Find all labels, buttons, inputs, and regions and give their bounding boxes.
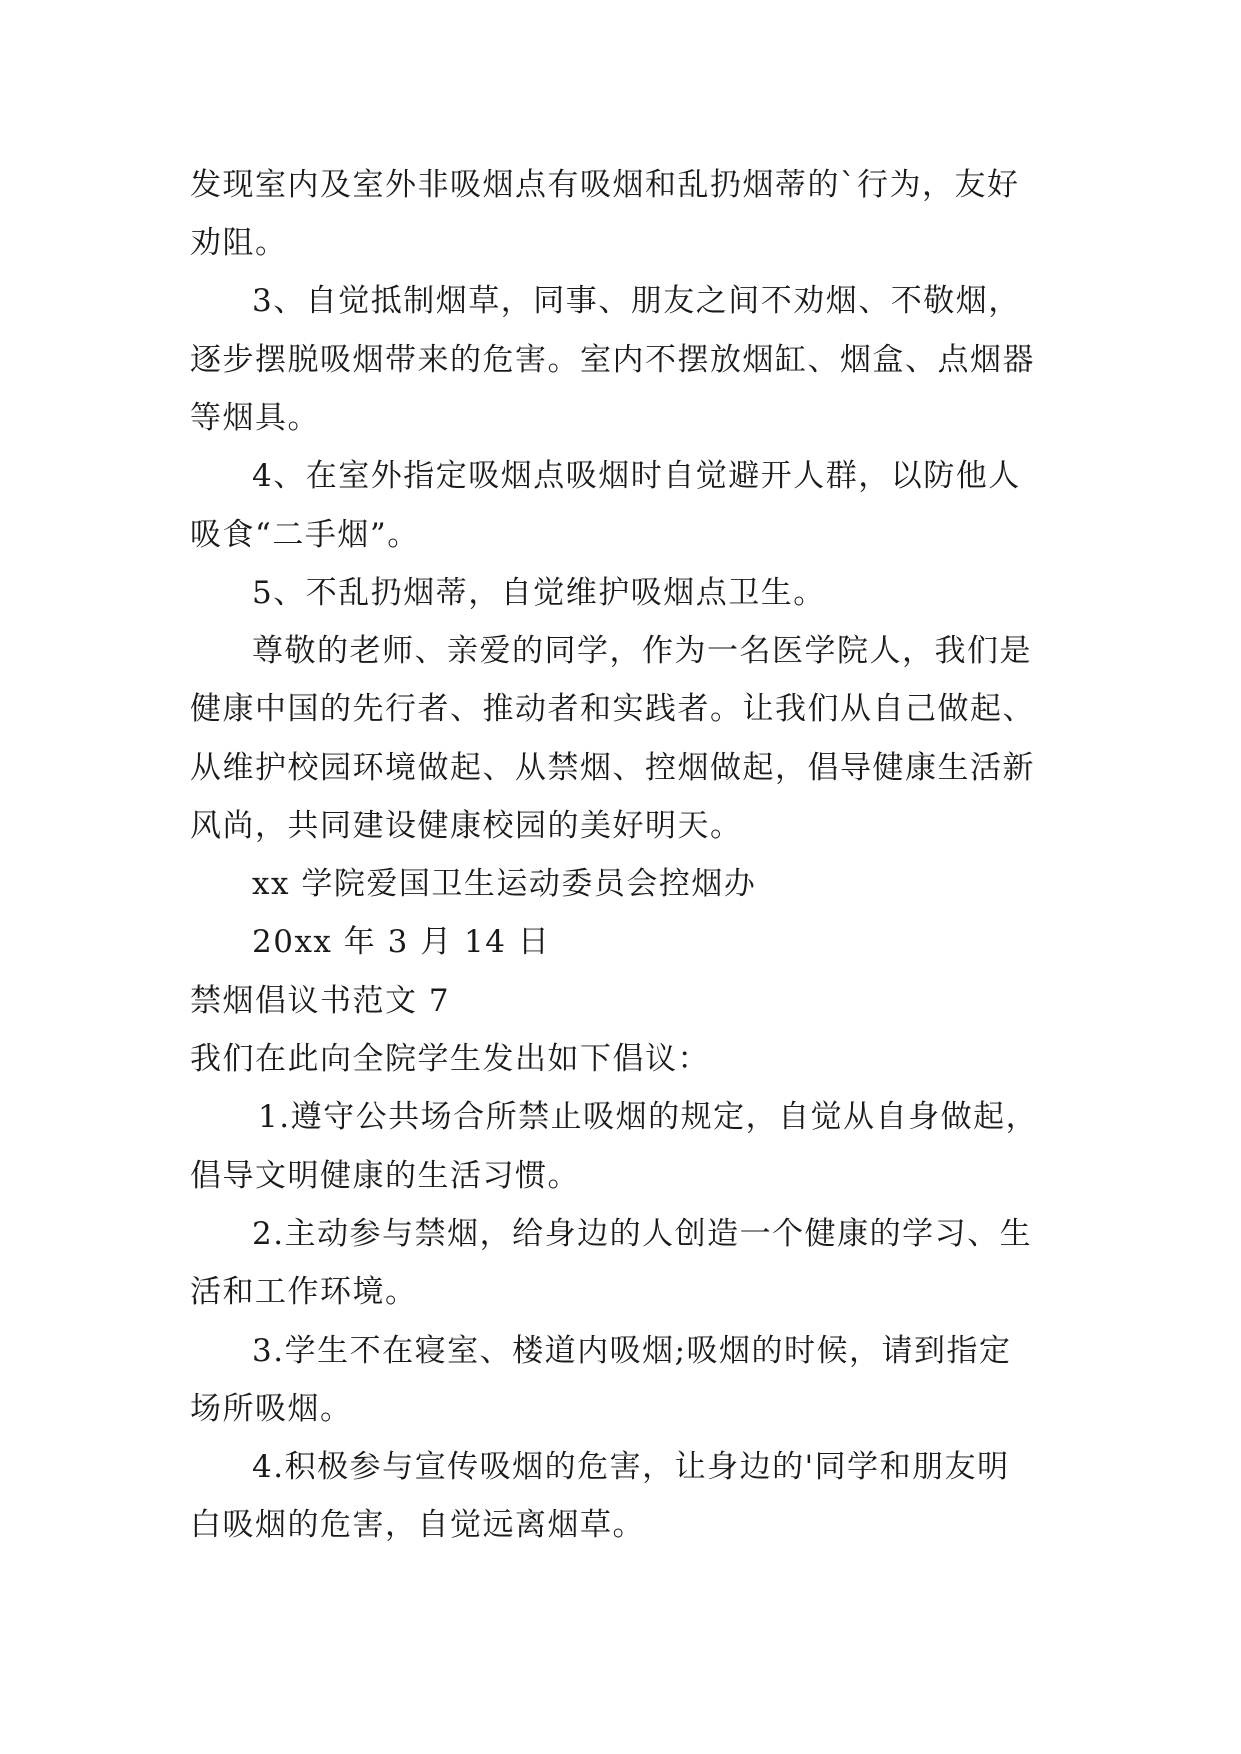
text-line: 劝阻。	[190, 225, 288, 261]
text-line: 3、自觉抵制烟草，同事、朋友之间不劝烟、不敬烟，	[252, 283, 1021, 319]
text-line: 白吸烟的危害，自觉远离烟草。	[190, 1507, 645, 1543]
text-line: 吸食“二手烟”。	[190, 517, 420, 553]
list-item: 1.遵守公共场合所禁止吸烟的规定，自觉从自身做起，	[258, 1099, 1039, 1135]
list-item: 3.学生不在寝室、楼道内吸烟;吸烟的时候，请到指定	[252, 1333, 1012, 1369]
text-line: 倡导文明健康的生活习惯。	[190, 1158, 580, 1194]
text-line: 5、不乱扔烟蒂，自觉维护吸烟点卫生。	[252, 575, 826, 611]
text-line: 场所吸烟。	[190, 1391, 353, 1427]
signature-line: xx 学院爱国卫生运动委员会控烟办	[252, 866, 757, 902]
date-line: 20xx 年 3 月 14 日	[252, 924, 551, 960]
text-line: 逐步摆脱吸烟带来的危害。室内不摆放烟缸、烟盒、点烟器	[190, 342, 1035, 378]
text-line: 尊敬的老师、亲爱的同学，作为一名医学院人，我们是	[252, 633, 1032, 669]
text-line: 我们在此向全院学生发出如下倡议：	[190, 1041, 710, 1077]
list-item: 4.积极参与宣传吸烟的危害，让身边的'同学和朋友明	[252, 1449, 1010, 1485]
text-line: 健康中国的先行者、推动者和实践者。让我们从自己做起、	[190, 691, 1035, 727]
text-line: 4、在室外指定吸烟点吸烟时自觉避开人群，以防他人	[252, 458, 1021, 494]
text-line: 发现室内及室外非吸烟点有吸烟和乱扔烟蒂的`行为，友好	[190, 167, 1020, 203]
text-line: 活和工作环境。	[190, 1274, 418, 1310]
text-line: 风尚，共同建设健康校园的美好明天。	[190, 808, 743, 844]
text-line: 等烟具。	[190, 400, 320, 436]
text-line: 从维护校园环境做起、从禁烟、控烟做起，倡导健康生活新	[190, 750, 1035, 786]
list-item: 2.主动参与禁烟，给身边的人创造一个健康的学习、生	[252, 1216, 1033, 1252]
section-title: 禁烟倡议书范文 7	[190, 983, 451, 1019]
